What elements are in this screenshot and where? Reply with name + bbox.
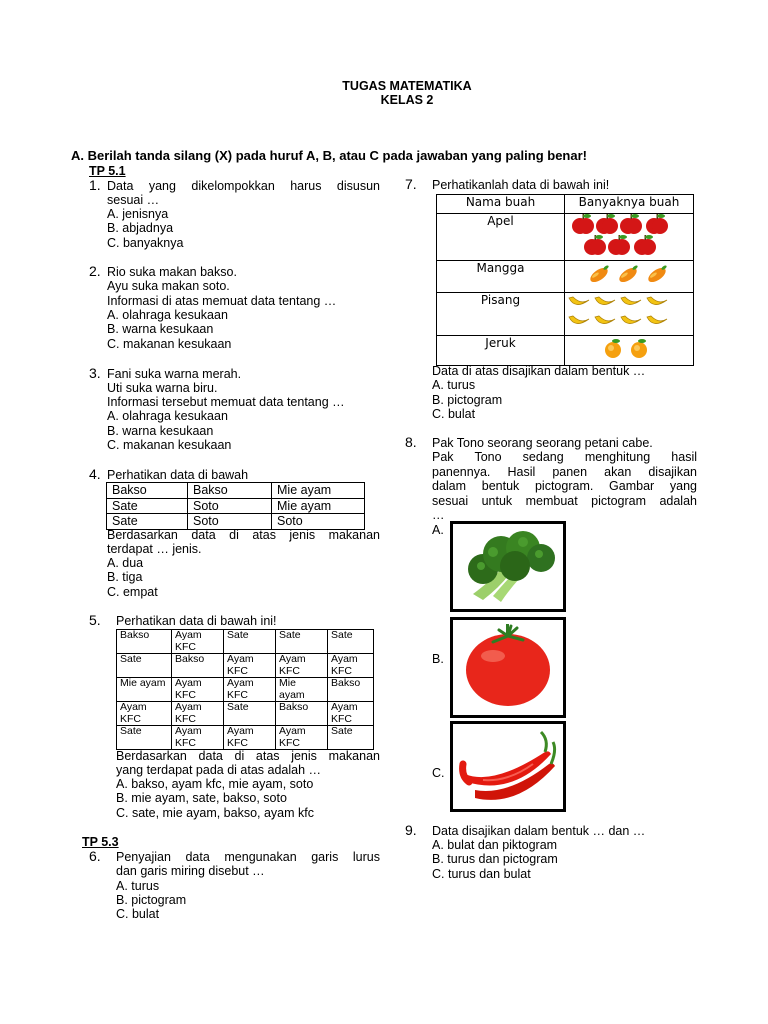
page-subtitle: KELAS 2 bbox=[380, 93, 434, 107]
section-instruction: A. Berilah tanda silang (X) pada huruf A, B, atau C pada jawaban yang paling benar! bbox=[71, 148, 587, 163]
table-cell: Soto bbox=[272, 514, 365, 530]
question-number: 9. bbox=[405, 822, 417, 838]
table-cell: Mie ayam bbox=[272, 498, 365, 514]
table-cell: Ayam KFC bbox=[172, 678, 224, 702]
question-text: dalam bentuk pictogram. Gambar yang bbox=[432, 479, 697, 493]
question-text: Data disajikan dalam bentuk … dan … bbox=[432, 824, 646, 838]
table-cell: Ayam KFC bbox=[224, 726, 276, 750]
table-cell: Soto bbox=[188, 514, 272, 530]
table-cell: Sate bbox=[328, 630, 374, 654]
table-row bbox=[107, 514, 365, 530]
table-cell: Bakso bbox=[172, 654, 224, 678]
question-text: panennya. Hasil panen akan disajikan bbox=[432, 465, 697, 479]
header-fruit-name: Nama buah bbox=[437, 195, 565, 214]
table-cell: Sate bbox=[328, 726, 374, 750]
option-a[interactable]: A. jenisnya bbox=[107, 207, 169, 221]
tp-5-3-label: TP 5.3 bbox=[82, 835, 119, 849]
option-a[interactable]: A. dua bbox=[107, 556, 144, 570]
table-cell: Sate bbox=[224, 702, 276, 726]
banana-icons bbox=[565, 293, 693, 331]
question-text: … bbox=[432, 508, 445, 522]
option-a[interactable]: A. olahraga kesukaan bbox=[107, 308, 228, 322]
table-cell: Sate bbox=[117, 654, 172, 678]
banana-icon bbox=[647, 297, 667, 305]
table-row bbox=[107, 483, 365, 499]
question-text: Data yang dikelompokkan harus disusun bbox=[107, 179, 380, 193]
table-row bbox=[437, 335, 694, 366]
orange-icon bbox=[605, 339, 621, 358]
question-number: 6. bbox=[89, 848, 101, 864]
fruit-name: Apel bbox=[437, 214, 565, 261]
fruit-name: Pisang bbox=[437, 293, 565, 336]
food-data-table bbox=[106, 482, 365, 530]
table-cell: Bakso bbox=[276, 702, 328, 726]
option-c[interactable]: C. makanan kesukaan bbox=[107, 438, 232, 452]
banana-icon bbox=[569, 316, 589, 324]
option-b[interactable]: B. abjadnya bbox=[107, 221, 174, 235]
option-b[interactable]: B. bbox=[432, 652, 444, 666]
option-c[interactable]: C. makanan kesukaan bbox=[107, 337, 232, 351]
orange-icons bbox=[565, 336, 693, 362]
option-b[interactable]: B. mie ayam, sate, bakso, soto bbox=[116, 791, 287, 805]
table-cell: Mie ayam bbox=[276, 678, 328, 702]
table-header-row bbox=[437, 195, 694, 214]
fruit-icons bbox=[565, 214, 694, 261]
option-a[interactable]: A. bbox=[432, 523, 444, 537]
option-c[interactable]: C. empat bbox=[107, 585, 158, 599]
table-cell: Ayam KFC bbox=[328, 702, 374, 726]
question-number: 2. bbox=[89, 263, 101, 279]
apple-icons bbox=[565, 214, 693, 256]
table-row bbox=[117, 726, 374, 750]
question-text: terdapat … jenis. bbox=[107, 542, 202, 556]
option-c[interactable]: C. banyaknya bbox=[107, 236, 184, 250]
banana-icon bbox=[621, 316, 641, 324]
option-b[interactable]: B. warna kesukaan bbox=[107, 322, 214, 336]
question-number: 7. bbox=[405, 176, 417, 192]
fruit-pictogram-table bbox=[436, 194, 694, 366]
table-cell: Ayam KFC bbox=[172, 630, 224, 654]
fruit-name: Mangga bbox=[437, 260, 565, 293]
table-cell: Ayam KFC bbox=[172, 702, 224, 726]
table-row bbox=[437, 260, 694, 293]
option-c[interactable]: C. turus dan bulat bbox=[432, 867, 531, 881]
question-text: Informasi di atas memuat data tentang … bbox=[107, 294, 337, 308]
option-b[interactable]: B. pictogram bbox=[432, 393, 503, 407]
table-row bbox=[117, 702, 374, 726]
table-row bbox=[117, 678, 374, 702]
option-b[interactable]: B. warna kesukaan bbox=[107, 424, 214, 438]
option-a[interactable]: A. olahraga kesukaan bbox=[107, 409, 228, 423]
apple-icon bbox=[634, 235, 656, 255]
apple-icon bbox=[584, 235, 606, 255]
question-number: 8. bbox=[405, 434, 417, 450]
question-text: yang terdapat pada di atas adalah … bbox=[116, 763, 322, 777]
question-text: Berdasarkan data di atas jenis makanan bbox=[116, 749, 380, 763]
table-cell: Sate bbox=[117, 726, 172, 750]
option-c[interactable]: C. bbox=[432, 766, 445, 780]
broccoli-image[interactable] bbox=[450, 521, 566, 612]
table-cell: Sate bbox=[107, 514, 188, 530]
option-c[interactable]: C. sate, mie ayam, bakso, ayam kfc bbox=[116, 806, 314, 820]
question-text: Ayu suka makan soto. bbox=[107, 279, 230, 293]
table-cell: Sate bbox=[107, 498, 188, 514]
table-cell: Bakso bbox=[107, 483, 188, 499]
food-data-table bbox=[116, 629, 374, 750]
table-cell: Sate bbox=[224, 630, 276, 654]
option-b[interactable]: B. pictogram bbox=[116, 893, 187, 907]
question-number: 3. bbox=[89, 365, 101, 381]
option-c[interactable]: C. bulat bbox=[116, 907, 160, 921]
table-cell: Mie ayam bbox=[117, 678, 172, 702]
table-cell: Bakso bbox=[188, 483, 272, 499]
question-text: Informasi tersebut memuat data tentang … bbox=[107, 395, 345, 409]
banana-icon bbox=[569, 297, 589, 305]
question-text: dan garis miring disebut … bbox=[116, 864, 265, 878]
tomato-image[interactable] bbox=[450, 617, 566, 718]
question-text: Perhatikan data di bawah ini! bbox=[116, 614, 277, 628]
question-text: Uti suka warna biru. bbox=[107, 381, 218, 395]
apple-icon bbox=[620, 214, 642, 234]
question-text: Pak Tono sedang menghitung hasil bbox=[432, 450, 697, 464]
option-b[interactable]: B. tiga bbox=[107, 570, 143, 584]
question-number: 4. bbox=[89, 466, 101, 482]
mango-icon bbox=[588, 263, 613, 284]
option-c[interactable]: C. bulat bbox=[432, 407, 476, 421]
fruit-icons bbox=[565, 335, 694, 366]
question-text: Data di atas disajikan dalam bentuk … bbox=[432, 364, 646, 378]
apple-icon bbox=[646, 214, 668, 234]
mango-icon bbox=[646, 263, 671, 284]
fruit-name: Jeruk bbox=[437, 335, 565, 366]
option-b[interactable]: B. turus dan pictogram bbox=[432, 852, 558, 866]
question-number: 1. bbox=[89, 177, 101, 193]
question-text: sesuai untuk membuat pictogram adalah bbox=[432, 494, 697, 508]
table-row bbox=[107, 498, 365, 514]
page-title: TUGAS MATEMATIKA bbox=[342, 79, 472, 93]
apple-icon bbox=[596, 214, 618, 234]
apple-icon bbox=[608, 235, 630, 255]
table-cell: Bakso bbox=[117, 630, 172, 654]
question-text: Perhatikanlah data di bawah ini! bbox=[432, 178, 610, 192]
table-row bbox=[437, 214, 694, 261]
option-a[interactable]: A. bakso, ayam kfc, mie ayam, soto bbox=[116, 777, 314, 791]
question-text: Perhatikan data di bawah bbox=[107, 468, 249, 482]
orange-icon bbox=[631, 339, 647, 358]
table-cell: Ayam KFC bbox=[224, 654, 276, 678]
question-text: Pak Tono seorang seorang petani cabe. bbox=[432, 436, 653, 450]
mango-icon bbox=[617, 263, 642, 284]
table-cell: Ayam KFC bbox=[117, 702, 172, 726]
table-cell: Ayam KFC bbox=[328, 654, 374, 678]
table-cell: Sate bbox=[276, 630, 328, 654]
banana-icon bbox=[621, 297, 641, 305]
table-row bbox=[437, 293, 694, 336]
mango-icons bbox=[565, 261, 693, 289]
chili-image[interactable] bbox=[450, 721, 566, 812]
question-number: 5. bbox=[89, 612, 101, 628]
fruit-icons bbox=[565, 293, 694, 336]
table-cell: Ayam KFC bbox=[172, 726, 224, 750]
option-a[interactable]: A. bulat dan piktogram bbox=[432, 838, 558, 852]
banana-icon bbox=[595, 297, 615, 305]
option-a[interactable]: A. turus bbox=[116, 879, 160, 893]
table-row bbox=[117, 630, 374, 654]
banana-icon bbox=[647, 316, 667, 324]
apple-icon bbox=[572, 214, 594, 234]
table-cell: Ayam KFC bbox=[276, 726, 328, 750]
table-cell: Ayam KFC bbox=[224, 678, 276, 702]
banana-icon bbox=[595, 316, 615, 324]
table-row bbox=[117, 654, 374, 678]
table-cell: Soto bbox=[188, 498, 272, 514]
option-a[interactable]: A. turus bbox=[432, 378, 476, 392]
question-text: Berdasarkan data di atas jenis makanan bbox=[107, 528, 380, 542]
question-text: Penyajian data mengunakan garis lurus bbox=[116, 850, 380, 864]
fruit-icons bbox=[565, 260, 694, 293]
question-text: Fani suka warna merah. bbox=[107, 367, 242, 381]
table-cell: Mie ayam bbox=[272, 483, 365, 499]
tp-5-1-label: TP 5.1 bbox=[89, 164, 126, 178]
table-cell: Ayam KFC bbox=[276, 654, 328, 678]
table-cell: Bakso bbox=[328, 678, 374, 702]
question-text: sesuai … bbox=[107, 193, 160, 207]
header-fruit-count: Banyaknya buah bbox=[565, 195, 694, 214]
question-text: Rio suka makan bakso. bbox=[107, 265, 237, 279]
